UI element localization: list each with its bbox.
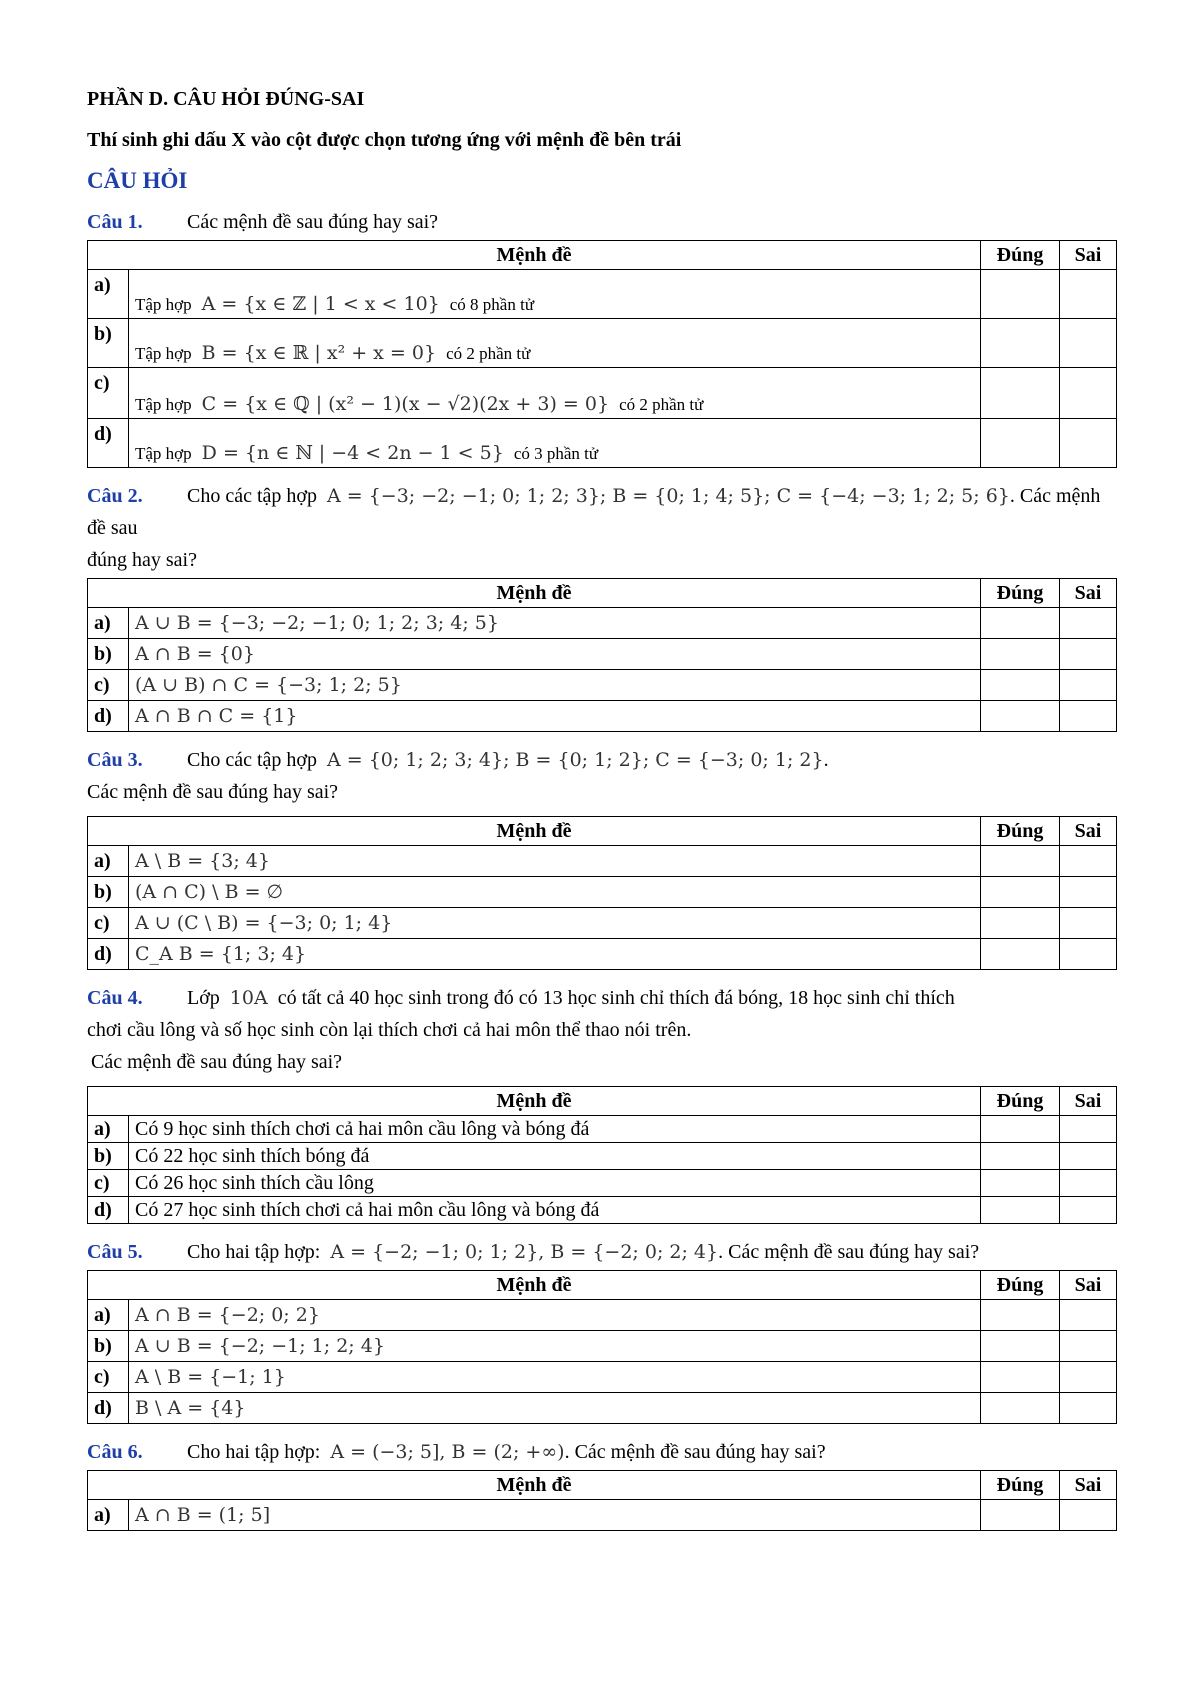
statement-pre: Tập hợp	[135, 344, 192, 363]
header-sai: Sai	[1060, 1087, 1117, 1116]
answer-dung-cell[interactable]	[981, 1170, 1060, 1197]
statement-math: B = {x ∈ ℝ | x² + x = 0}	[201, 342, 437, 364]
answer-dung-cell[interactable]	[981, 319, 1060, 368]
answer-dung-cell[interactable]	[981, 939, 1060, 970]
answer-sai-cell[interactable]	[1060, 1500, 1117, 1531]
statement: (A ∪ B) ∩ C = {−3; 1; 2; 5}	[129, 670, 981, 701]
document-page	[87, 80, 1117, 1543]
header-menh-de: Mệnh đề	[88, 817, 981, 846]
header-sai: Sai	[1060, 817, 1117, 846]
row-label: a)	[88, 1500, 129, 1531]
statement: A \ B = {3; 4}	[129, 846, 981, 877]
q5-math: A = {−2; −1; 0; 1; 2}, B = {−2; 0; 2; 4}	[330, 1241, 719, 1263]
q2-text-pre: Cho các tập hợp	[187, 485, 317, 507]
table-row	[88, 1362, 1117, 1393]
table-row	[88, 1170, 1117, 1197]
q2-math: A = {−3; −2; −1; 0; 1; 2; 3}; B = {0; 1; 4; 5}; C = {−4; −3; 1; 2; 5; 6}	[326, 485, 1010, 507]
section-title: PHẦN D. CÂU HỎI ĐÚNG-SAI	[87, 88, 365, 110]
table-row	[88, 877, 1117, 908]
statement-pre: Tập hợp	[135, 444, 192, 463]
header-dung: Đúng	[981, 1471, 1060, 1500]
table-row	[88, 419, 1117, 468]
q5-prompt	[87, 1236, 1117, 1268]
table-row	[88, 1331, 1117, 1362]
table-row	[88, 1393, 1117, 1424]
cau-hoi-heading: CÂU HỎI	[87, 168, 188, 193]
q3-math: A = {0; 1; 2; 3; 4}; B = {0; 1; 2}; C = {−3; 0; 1; 2}	[326, 749, 824, 771]
row-label: b)	[88, 639, 129, 670]
instruction: Thí sinh ghi dấu X vào cột được chọn tương ứng với mệnh đề bên trái	[87, 129, 682, 151]
statement: C_A B = {1; 3; 4}	[129, 939, 981, 970]
table-row	[88, 1197, 1117, 1224]
answer-dung-cell[interactable]	[981, 639, 1060, 670]
answer-dung-cell[interactable]	[981, 1393, 1060, 1424]
answer-sai-cell[interactable]	[1060, 639, 1117, 670]
table-row	[88, 270, 1117, 319]
table-row	[88, 1116, 1117, 1143]
q6-table	[87, 1470, 1117, 1531]
table-row	[88, 846, 1117, 877]
q2-prompt-line2: đúng hay sai?	[87, 549, 197, 571]
answer-dung-cell[interactable]	[981, 1500, 1060, 1531]
header-dung: Đúng	[981, 241, 1060, 270]
statement: A ∪ (C \ B) = {−3; 0; 1; 4}	[129, 908, 981, 939]
q6-text-post: . Các mệnh đề sau đúng hay sai?	[564, 1441, 826, 1463]
q5-table	[87, 1270, 1117, 1424]
header-menh-de: Mệnh đề	[88, 579, 981, 608]
table-row	[88, 319, 1117, 368]
statement: Có 22 học sinh thích bóng đá	[129, 1143, 981, 1170]
header-menh-de: Mệnh đề	[88, 1471, 981, 1500]
answer-dung-cell[interactable]	[981, 1331, 1060, 1362]
header-dung: Đúng	[981, 579, 1060, 608]
header-menh-de: Mệnh đề	[88, 1271, 981, 1300]
answer-sai-cell[interactable]	[1060, 368, 1117, 419]
row-label: a)	[88, 270, 129, 319]
statement: Có 9 học sinh thích chơi cả hai môn cầu lông và bóng đá	[129, 1116, 981, 1143]
table-row	[88, 908, 1117, 939]
q3-text-post: .	[823, 749, 829, 771]
q6-prompt	[87, 1436, 1117, 1468]
q5-label: Câu 5.	[87, 1241, 143, 1263]
q4-math: 10A	[229, 987, 268, 1009]
header-menh-de: Mệnh đề	[88, 1087, 981, 1116]
statement: A ∩ B = {0}	[129, 639, 981, 670]
answer-sai-cell[interactable]	[1060, 270, 1117, 319]
table-header	[88, 241, 1117, 270]
statement-post: có 2 phần tử	[446, 344, 531, 363]
answer-sai-cell[interactable]	[1060, 701, 1117, 732]
header-sai: Sai	[1060, 241, 1117, 270]
statement: A ∩ B = {−2; 0; 2}	[129, 1300, 981, 1331]
statement: Có 26 học sinh thích cầu lông	[129, 1170, 981, 1197]
answer-sai-cell[interactable]	[1060, 1170, 1117, 1197]
statement-post: có 8 phần tử	[449, 295, 535, 314]
answer-sai-cell[interactable]	[1060, 1116, 1117, 1143]
q1-label: Câu 1.	[87, 211, 143, 233]
row-label: b)	[88, 1143, 129, 1170]
q4-prompt-line3: Các mệnh đề sau đúng hay sai?	[91, 1051, 343, 1073]
table-row	[88, 1143, 1117, 1170]
answer-sai-cell[interactable]	[1060, 1331, 1117, 1362]
q4-text-post: có tất cả 40 học sinh trong đó có 13 học sinh chỉ thích đá bóng, 18 học sinh chỉ thích	[277, 987, 955, 1009]
answer-sai-cell[interactable]	[1060, 670, 1117, 701]
q2-text-post: . Các mệnh đề sau	[87, 485, 1101, 539]
table-row	[88, 670, 1117, 701]
table-header	[88, 1471, 1117, 1500]
header-dung: Đúng	[981, 1271, 1060, 1300]
table-row	[88, 701, 1117, 732]
table-row	[88, 1500, 1117, 1531]
table-row	[88, 608, 1117, 639]
row-label: c)	[88, 368, 129, 419]
answer-sai-cell[interactable]	[1060, 1362, 1117, 1393]
row-label: b)	[88, 877, 129, 908]
q5-text-post: . Các mệnh đề sau đúng hay sai?	[718, 1241, 980, 1263]
answer-dung-cell[interactable]	[981, 419, 1060, 468]
q3-text-pre: Cho các tập hợp	[187, 749, 317, 771]
q4-prompt	[87, 982, 1117, 1014]
answer-dung-cell[interactable]	[981, 368, 1060, 419]
statement	[129, 270, 981, 319]
row-label: d)	[88, 939, 129, 970]
header-sai: Sai	[1060, 1271, 1117, 1300]
q4-label: Câu 4.	[87, 987, 143, 1009]
row-label: b)	[88, 319, 129, 368]
header-dung: Đúng	[981, 817, 1060, 846]
statement-math: D = {n ∈ ℕ | −4 < 2n − 1 < 5}	[201, 442, 504, 464]
row-label: c)	[88, 1362, 129, 1393]
table-header	[88, 817, 1117, 846]
answer-dung-cell[interactable]	[981, 1116, 1060, 1143]
header-menh-de: Mệnh đề	[88, 241, 981, 270]
q2-table	[87, 578, 1117, 732]
table-row	[88, 1300, 1117, 1331]
row-label: a)	[88, 608, 129, 639]
answer-dung-cell[interactable]	[981, 846, 1060, 877]
row-label: b)	[88, 1331, 129, 1362]
statement: B \ A = {4}	[129, 1393, 981, 1424]
q2-prompt	[87, 480, 1117, 544]
answer-dung-cell[interactable]	[981, 608, 1060, 639]
q6-text-pre: Cho hai tập hợp:	[187, 1441, 321, 1463]
answer-sai-cell[interactable]	[1060, 939, 1117, 970]
row-label: d)	[88, 1393, 129, 1424]
answer-sai-cell[interactable]	[1060, 846, 1117, 877]
q3-label: Câu 3.	[87, 749, 143, 771]
row-label: c)	[88, 670, 129, 701]
statement: A ∩ B ∩ C = {1}	[129, 701, 981, 732]
answer-dung-cell[interactable]	[981, 270, 1060, 319]
table-header	[88, 579, 1117, 608]
table-header	[88, 1087, 1117, 1116]
q6-math: A = (−3; 5], B = (2; +∞)	[330, 1441, 565, 1463]
q6-label: Câu 6.	[87, 1441, 143, 1463]
answer-sai-cell[interactable]	[1060, 1300, 1117, 1331]
statement-pre: Tập hợp	[135, 295, 192, 314]
row-label: d)	[88, 701, 129, 732]
table-row	[88, 368, 1117, 419]
statement: A \ B = {−1; 1}	[129, 1362, 981, 1393]
row-label: c)	[88, 908, 129, 939]
statement: A ∪ B = {−3; −2; −1; 0; 1; 2; 3; 4; 5}	[129, 608, 981, 639]
answer-dung-cell[interactable]	[981, 670, 1060, 701]
header-sai: Sai	[1060, 579, 1117, 608]
statement: Có 27 học sinh thích chơi cả hai môn cầu lông và bóng đá	[129, 1197, 981, 1224]
answer-sai-cell[interactable]	[1060, 877, 1117, 908]
statement	[129, 419, 981, 468]
statement: A ∪ B = {−2; −1; 1; 2; 4}	[129, 1331, 981, 1362]
q4-text-pre: Lớp	[187, 987, 220, 1009]
statement-math: C = {x ∈ ℚ | (x² − 1)(x − √2)(2x + 3) = 0}	[201, 393, 610, 415]
statement	[129, 368, 981, 419]
statement-post: có 3 phần tử	[513, 444, 599, 463]
answer-dung-cell[interactable]	[981, 1362, 1060, 1393]
answer-sai-cell[interactable]	[1060, 319, 1117, 368]
statement	[129, 319, 981, 368]
row-label: d)	[88, 419, 129, 468]
q4-table	[87, 1086, 1117, 1224]
q1-prompt	[87, 206, 1117, 238]
row-label: a)	[88, 846, 129, 877]
header-sai: Sai	[1060, 1471, 1117, 1500]
q2-label: Câu 2.	[87, 485, 143, 507]
answer-dung-cell[interactable]	[981, 1300, 1060, 1331]
row-label: d)	[88, 1197, 129, 1224]
q3-prompt	[87, 744, 1117, 776]
row-label: c)	[88, 1170, 129, 1197]
answer-sai-cell[interactable]	[1060, 419, 1117, 468]
answer-dung-cell[interactable]	[981, 701, 1060, 732]
answer-sai-cell[interactable]	[1060, 1393, 1117, 1424]
q3-table	[87, 816, 1117, 970]
answer-dung-cell[interactable]	[981, 877, 1060, 908]
statement: (A ∩ C) \ B = ∅	[129, 877, 981, 908]
answer-sai-cell[interactable]	[1060, 608, 1117, 639]
q4-prompt-line2: chơi cầu lông và số học sinh còn lại thích chơi cả hai môn thể thao nói trên.	[87, 1019, 692, 1041]
answer-dung-cell[interactable]	[981, 1197, 1060, 1224]
statement-pre: Tập hợp	[135, 395, 192, 414]
statement-post: có 2 phần tử	[619, 395, 704, 414]
q5-text-pre: Cho hai tập hợp:	[187, 1241, 321, 1263]
answer-sai-cell[interactable]	[1060, 1143, 1117, 1170]
statement-math: A = {x ∈ ℤ | 1 < x < 10}	[201, 293, 440, 315]
q3-prompt-line2: Các mệnh đề sau đúng hay sai?	[87, 781, 339, 803]
row-label: a)	[88, 1116, 129, 1143]
statement: A ∩ B = (1; 5]	[129, 1500, 981, 1531]
answer-sai-cell[interactable]	[1060, 908, 1117, 939]
header-dung: Đúng	[981, 1087, 1060, 1116]
table-row	[88, 939, 1117, 970]
q1-table	[87, 240, 1117, 468]
table-row	[88, 639, 1117, 670]
answer-dung-cell[interactable]	[981, 908, 1060, 939]
row-label: a)	[88, 1300, 129, 1331]
table-header	[88, 1271, 1117, 1300]
q1-text: Các mệnh đề sau đúng hay sai?	[187, 211, 439, 233]
answer-sai-cell[interactable]	[1060, 1197, 1117, 1224]
answer-dung-cell[interactable]	[981, 1143, 1060, 1170]
